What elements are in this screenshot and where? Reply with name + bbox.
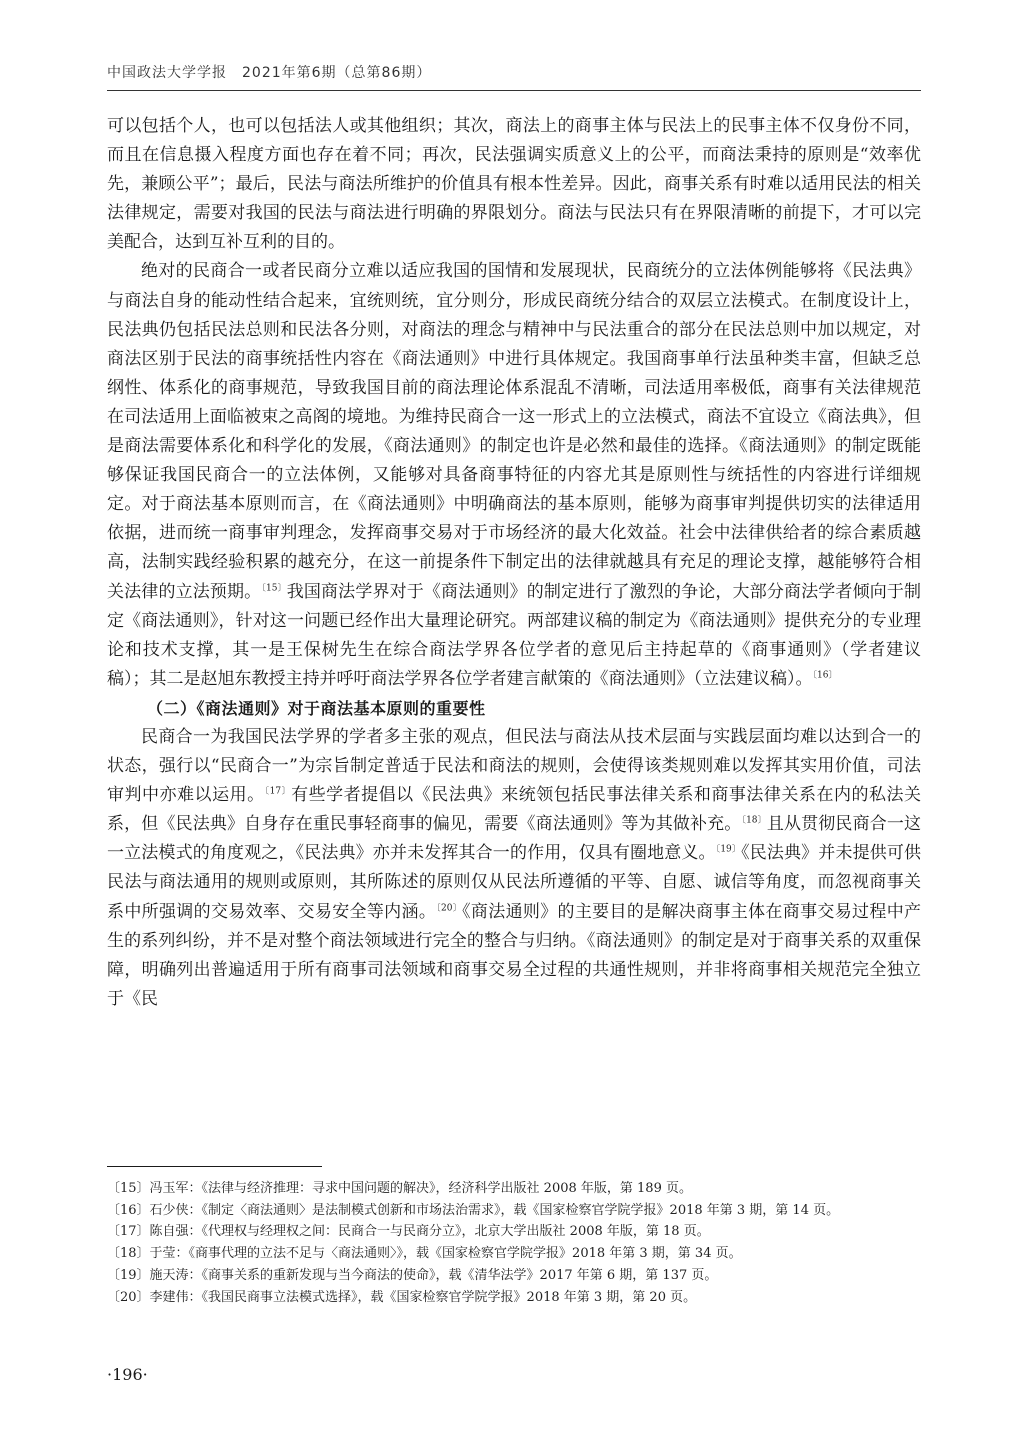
footnote-ref-20[interactable]: 〔20〕 <box>436 902 463 913</box>
paragraph-3 <box>107 723 921 1014</box>
footnote-ref-18[interactable]: 〔18〕 <box>741 815 767 826</box>
running-header: 中国政法大学学报 2021年第6期（总第86期） <box>107 65 432 81</box>
footnote-17: 〔17〕陈自强：《代理权与经理权之间：民商合一与民商分立》，北京大学出版社 2008 年版，第 18 页。 <box>107 1224 710 1240</box>
paragraph-3-text-d: 《民法典》并未提供可供民法与商法通用的规则或原则，其所陈述的原则仅从民法所遵循的平等、自愿、诚信等角度，而忽视商事关系中所强调的交易效率、交易安全等内涵。 <box>107 843 922 922</box>
footnote-ref-17[interactable]: 〔17〕 <box>264 786 292 797</box>
paragraph-3-text-c: 且从贯彻民商合一这一立法模式的角度观之，《民法典》亦并未发挥其合一的作用，仅具有圈地意义。 <box>107 814 922 864</box>
paragraph-2 <box>107 257 921 693</box>
page-number: ·196· <box>107 1365 148 1384</box>
body-text <box>107 112 921 1014</box>
footnote-18: 〔18〕于莹：《商事代理的立法不足与〈商法通则〉》，载《国家检察官学院学报》2018 年第 3 期，第 34 页。 <box>107 1246 742 1262</box>
footnote-ref-16[interactable]: 〔16〕 <box>812 670 838 681</box>
footnote-16: 〔16〕石少侠：《制定〈商法通则〉是法制模式创新和市场法治需求》，载《国家检察官学院学报》2018 年第 3 期，第 14 页。 <box>107 1202 840 1218</box>
footnote-15: 〔15〕冯玉军：《法律与经济推理：寻求中国问题的解决》，经济科学出版社 2008 年版，第 189 页。 <box>107 1181 692 1196</box>
footnote-20: 〔20〕李建伟：《我国民商事立法模式选择》，载《国家检察官学院学报》2018 年第 3 期，第 20 页。 <box>107 1289 697 1305</box>
paragraph-2-text-a: 绝对的民商合一或者民商分立难以适应我国的国情和发展现状，民商统分的立法体例能够将《民法典》与商法自身的能动性结合起来，宜统则统，宜分则分，形成民商统分结合的双层立法模式。在制度设计上，民法典仍包括民法总则和民法各分则，对商法的理念与精神中与民法重合的部分在民法总则中加以规定，对商法区别于民法的商事统括性内容在《商法通则》中进行具体规定。我国商事单行法虽种类丰富，但缺乏总纲性、体系化的商事规范，导致我国目前的商法理论体系混乱不清晰，司法适用率极低，商事有关法律规范在司法适用上面临被束之高阁的境地。为维持民商合一这一形式上的立法模式，商法不宜设立《商法典》，但是商法需要体系化和科学化的发展，《商法通则》的制定也许是必然和最佳的选择。《商法通则》的制定既能够保证我国民商合一的立法体例，又能够对具备商事特征的内容尤其是原则性与统括性的内容进行详细规定。对于商法基本原则而言，在《商法通则》中明确商法的基本原则，能够为商事审判提供切实的法律适用依据，进而统一商事审判理念，发挥商事交易对于市场经济的最大化效益。社会中法律供给者的综合素质越高，法制实践经验积累的越充分，在这一前提条件下制定出的法律就越具有充足的理论支撑，越能够符合相关法律的立法预期。 <box>107 261 921 602</box>
footnote-ref-15[interactable]: 〔15〕 <box>261 582 287 593</box>
footnote-19: 〔19〕施天涛：《商事关系的重新发现与当今商法的使命》，载《清华法学》2017 年第 6 期，第 137 页。 <box>107 1267 718 1283</box>
paragraph-1: 可以包括个人，也可以包括法人或其他组织；其次，商法上的商事主体与民法上的民事主体不仅身份不同，而且在信息摄入程度方面也存在着不同；再次，民法强调实质意义上的公平，而商法秉持的原则是“效率优先，兼顾公平”；最后，民法与商法所维护的价值具有根本性差异。因此，商事关系有时难以适用民法的相关法律规定，需要对我国的民法与商法进行明确的界限划分。商法与民法只有在界限清晰的前提下，才可以完美配合，达到互补互利的目的。 <box>107 116 921 253</box>
paragraph-3-text-e: 《商法通则》的主要目的是解决商事主体在商事交易过程中产生的系列纠纷，并不是对整个商法领域进行完全的整合与归纳。《商法通则》的制定是对于商事关系的双重保障，明确列出普遍适用于所有商事司法领域和商事交易全过程的共通性规则，并非将商事相关规范完全独立于《民 <box>107 901 922 1009</box>
header-rule <box>107 90 921 91</box>
footnote-rule <box>107 1166 322 1167</box>
paragraph-3-text-b: 有些学者提倡以《民法典》来统领包括民事法律关系和商事法律关系在内的私法关系，但《民法典》自身存在重民事轻商事的偏见，需要《商法通则》等为其做补充。 <box>107 785 922 835</box>
section-heading: （二）《商法通则》对于商法基本原则的重要性 <box>147 698 486 718</box>
footnote-ref-19[interactable]: 〔19〕 <box>715 844 742 855</box>
footnotes <box>107 1178 921 1308</box>
paragraph-3-text-a: 民商合一为我国民法学界的学者多主张的观点，但民法与商法从技术层面与实践层面均难以达到合一的状态，强行以“民商合一”为宗旨制定普适于民法和商法的规则，会使得该类规则难以发挥其实用价值，司法审判中亦难以运用。 <box>107 726 921 806</box>
paragraph-2-text-b: 我国商法学界对于《商法通则》的制定进行了激烈的争论，大部分商法学者倾向于制定《商法通则》，针对这一问题已经作出大量理论研究。两部建议稿的制定为《商法通则》提供充分的专业理论和技术支撑，其一是王保树先生在综合商法学界各位学者的意见后主持起草的《商事通则》（学者建议稿）；其二是赵旭东教授主持并呼吁商法学界各位学者建言献策的《商法通则》（立法建议稿）。 <box>107 581 922 689</box>
